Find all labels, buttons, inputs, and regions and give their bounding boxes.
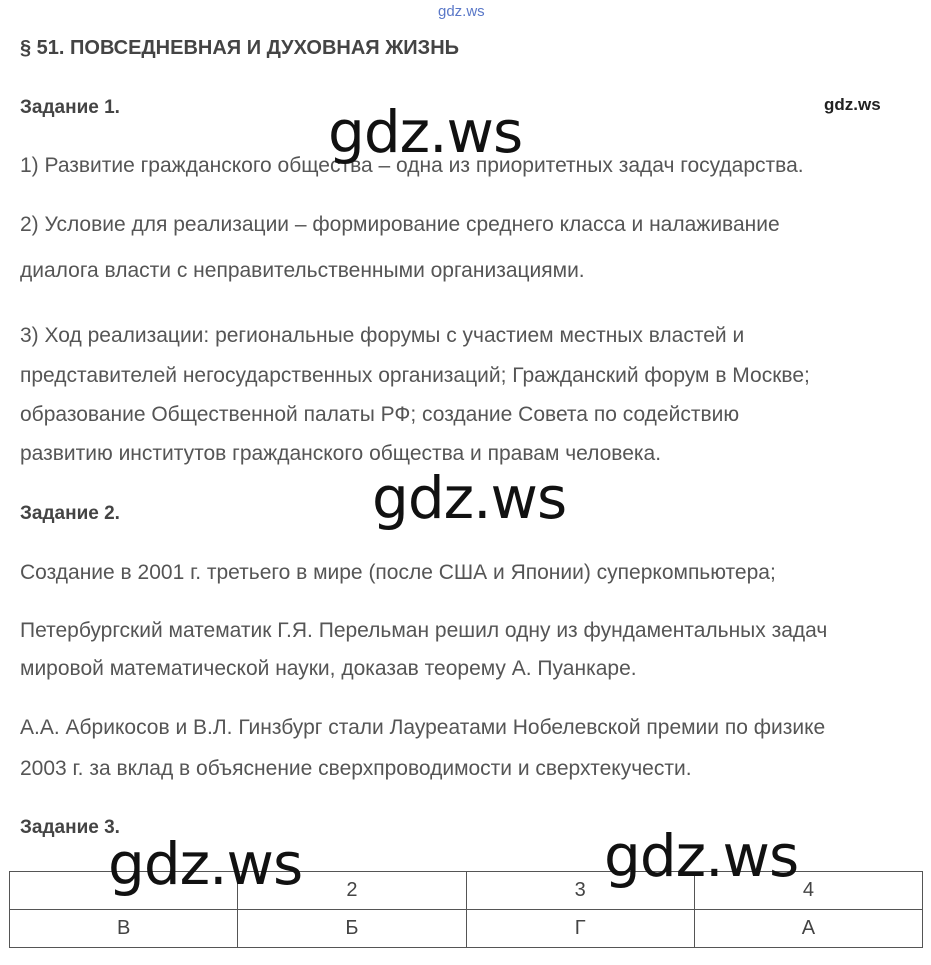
task2-heading: Задание 2. bbox=[20, 503, 120, 524]
watermark-large-4: gdz.ws bbox=[604, 822, 799, 890]
watermark-large-2: gdz.ws bbox=[372, 464, 567, 532]
table-cell: В bbox=[10, 910, 238, 948]
task1-line-3: диалога власти с неправительственными организациями. bbox=[20, 259, 585, 282]
task2-line-4: А.А. Абрикосов и В.Л. Гинзбург стали Лауреатами Нобелевской премии по физике bbox=[20, 716, 826, 739]
table-cell: 3 bbox=[466, 872, 694, 910]
task2-line-5: 2003 г. за вклад в объяснение сверхпроводимости и сверхтекучести. bbox=[20, 757, 692, 780]
task1-line-4: 3) Ход реализации: региональные форумы с участием местных властей и bbox=[20, 324, 745, 347]
task2-line-1: Создание в 2001 г. третьего в мире (после США и Японии) суперкомпьютера; bbox=[20, 561, 776, 584]
watermark-large-1: gdz.ws bbox=[328, 98, 523, 166]
table-cell: А bbox=[694, 910, 922, 948]
watermark-large-3: gdz.ws bbox=[108, 830, 303, 898]
table-cell: 2 bbox=[238, 872, 466, 910]
task1-line-5: представителей негосударственных организаций; Гражданский форум в Москве; bbox=[20, 364, 810, 387]
task2-line-3: мировой математической науки, доказав теорему А. Пуанкаре. bbox=[20, 657, 637, 680]
task1-line-1: 1) Развитие гражданского общества – одна из приоритетных задач государства. bbox=[20, 154, 804, 177]
task1-line-6: образование Общественной палаты РФ; создание Совета по содействию bbox=[20, 403, 740, 426]
task3-heading: Задание 3. bbox=[20, 817, 120, 838]
page-title: § 51. ПОВСЕДНЕВНАЯ И ДУХОВНАЯ ЖИЗНЬ bbox=[20, 37, 460, 59]
table-row bbox=[10, 910, 923, 948]
task1-heading: Задание 1. bbox=[20, 97, 120, 118]
watermark-small: gdz.ws bbox=[824, 95, 881, 114]
task1-line-7: развитию институтов гражданского общества и правам человека. bbox=[20, 442, 662, 465]
watermark-top: gdz.ws bbox=[438, 3, 485, 20]
table-cell: Г bbox=[466, 910, 694, 948]
task2-line-2: Петербургский математик Г.Я. Перельман решил одну из фундаментальных задач bbox=[20, 619, 828, 642]
task1-line-2: 2) Условие для реализации – формирование среднего класса и налаживание bbox=[20, 213, 780, 236]
table-cell: 4 bbox=[694, 872, 922, 910]
table-cell: Б bbox=[238, 910, 466, 948]
